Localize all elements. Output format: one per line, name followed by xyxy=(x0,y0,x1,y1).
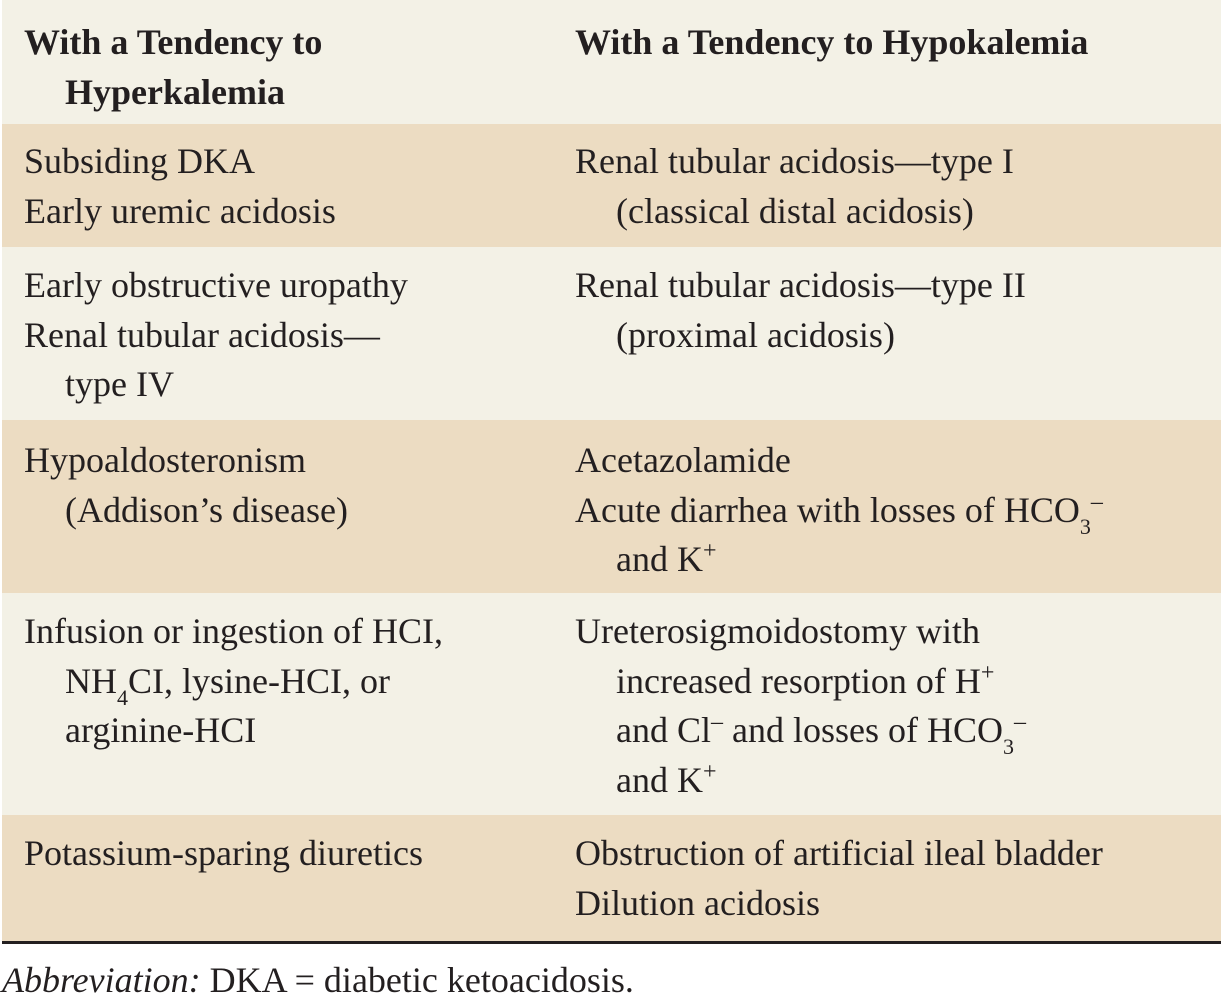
cell-text: NH xyxy=(65,660,117,701)
header-hyperkalemia-line1: With a Tendency to xyxy=(24,22,323,62)
cell-line: Obstruction of artificial ileal bladder xyxy=(575,833,1103,873)
subscript: 3 xyxy=(1079,513,1091,539)
superscript: – xyxy=(1090,488,1103,515)
superscript: – xyxy=(711,709,723,735)
cell-text: and Cl xyxy=(616,710,711,750)
table-row xyxy=(2,420,1221,593)
subscript: 4 xyxy=(117,684,128,710)
superscript: + xyxy=(702,538,717,564)
row1-left-cell xyxy=(2,137,552,247)
cell-line: Infusion or ingestion of HCI, xyxy=(24,611,443,651)
cell-line xyxy=(575,657,1221,707)
cell-line: (proximal acidosis) xyxy=(616,314,895,355)
cell-text: and losses of HCO xyxy=(723,710,1003,750)
cell-line xyxy=(575,706,1221,759)
table-row xyxy=(2,593,1221,815)
table-header-row xyxy=(2,0,1221,124)
cell-line: Early obstructive uropathy xyxy=(24,265,408,305)
cell-text: increased resorption of H xyxy=(616,660,981,701)
cell-text: and K xyxy=(616,539,703,579)
acidosis-potassium-table xyxy=(2,0,1221,941)
table-bottom-rule xyxy=(2,941,1221,944)
superscript: + xyxy=(980,659,995,686)
cell-line: arginine-HCI xyxy=(65,710,257,750)
row4-left-cell xyxy=(2,607,552,815)
subscript: 3 xyxy=(1002,734,1014,759)
cell-line: Hypoaldosteronism xyxy=(24,440,306,480)
footnote-text: DKA = diabetic ketoacidosis. xyxy=(200,960,634,1000)
cell-line: Renal tubular acidosis— xyxy=(24,314,380,355)
cell-line xyxy=(575,535,1221,585)
cell-line: Renal tubular acidosis—type II xyxy=(575,265,1026,305)
row3-right-cell xyxy=(552,436,1221,593)
cell-line xyxy=(575,756,1221,806)
cell-line: (Addison’s disease) xyxy=(65,489,348,530)
table-row xyxy=(2,247,1221,420)
header-hyperkalemia-line2: Hyperkalemia xyxy=(65,71,285,112)
cell-line: Acetazolamide xyxy=(575,440,791,480)
cell-text: Acute diarrhea with losses of HCO xyxy=(575,489,1080,530)
cell-line xyxy=(24,657,552,710)
cell-text: and K xyxy=(616,759,703,800)
cell-line: Potassium-sparing diuretics xyxy=(24,833,423,873)
superscript: – xyxy=(1013,709,1026,735)
row5-left-cell xyxy=(2,829,552,941)
row4-right-cell xyxy=(552,607,1221,815)
footnote-label: Abbreviation: xyxy=(2,960,201,1000)
row3-left-cell xyxy=(2,436,552,593)
row1-right-cell xyxy=(552,137,1221,247)
cell-line: Early uremic acidosis xyxy=(24,190,336,231)
row2-right-cell xyxy=(552,261,1221,420)
cell-line: Renal tubular acidosis—type I xyxy=(575,141,1014,181)
table-row xyxy=(2,124,1221,247)
row2-left-cell xyxy=(2,261,552,420)
cell-text: CI, lysine-HCI, or xyxy=(128,660,390,701)
cell-line: Dilution acidosis xyxy=(575,882,820,923)
footnote xyxy=(2,958,634,1002)
table-row xyxy=(2,815,1221,941)
cell-line xyxy=(575,486,1221,539)
header-hypokalemia-line1: With a Tendency to Hypokalemia xyxy=(575,22,1089,62)
superscript: + xyxy=(702,758,717,785)
cell-line: Ureterosigmoidostomy with xyxy=(575,611,980,651)
header-hyperkalemia xyxy=(2,18,552,124)
cell-line: type IV xyxy=(65,364,174,404)
header-hypokalemia xyxy=(552,18,1221,124)
cell-line: (classical distal acidosis) xyxy=(616,190,974,231)
cell-line: Subsiding DKA xyxy=(24,141,256,181)
row5-right-cell xyxy=(552,829,1221,941)
